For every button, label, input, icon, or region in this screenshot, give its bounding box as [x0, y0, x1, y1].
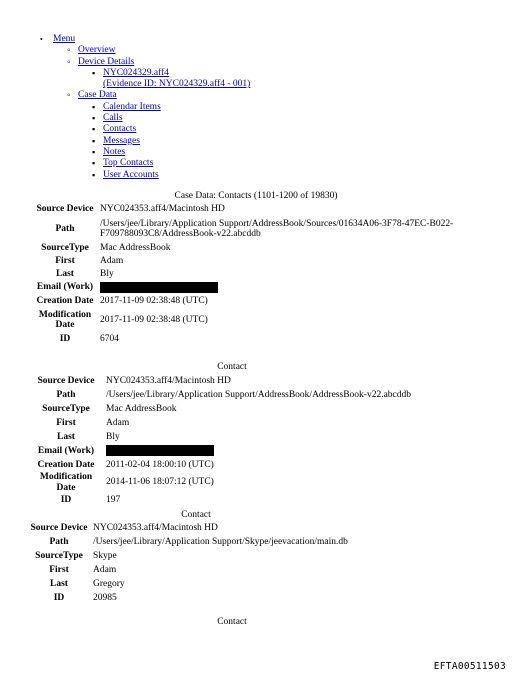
table-row — [28, 458, 413, 472]
field-value: Bly — [100, 269, 114, 280]
table-row — [28, 493, 413, 507]
case-data-item-link[interactable]: Calls — [103, 113, 123, 124]
bullet-square-icon — [92, 158, 95, 169]
table-row — [27, 563, 350, 577]
table-row — [32, 268, 492, 281]
section2-caption: Contact — [217, 362, 247, 372]
field-label: Last — [56, 269, 74, 280]
field-value: /Users/jee/Library/Application Support/Skype/jeevacation/main.db — [93, 536, 348, 547]
table-row — [27, 591, 350, 605]
redaction-bar — [106, 445, 214, 456]
contact-table-3 — [27, 521, 350, 605]
field-value: /Users/jee/Library/Application Support/AddressBook/Sources/01634A06-3F78-47EC-B022-F709788093C8/AddressBook-v22.abcddb — [100, 218, 454, 239]
field-value: 2017-11-09 02:38:48 (UTC) — [100, 295, 208, 306]
field-value: Skype — [93, 550, 117, 561]
table-row — [27, 535, 350, 549]
case-data-item-link[interactable]: Notes — [103, 146, 126, 157]
evidence-id-link[interactable]: (Evidence ID: NYC024329.aff4 - 001) — [103, 79, 251, 90]
device-file-link[interactable]: NYC024329.aff4 — [103, 67, 170, 78]
field-value: Adam — [106, 417, 130, 428]
field-label: First — [56, 417, 76, 428]
table-row — [27, 521, 350, 535]
case-data-item-link[interactable]: User Accounts — [103, 169, 159, 180]
redacted-value — [98, 281, 492, 294]
case-data-item-link[interactable]: Contacts — [103, 124, 137, 135]
contact-table-2 — [28, 374, 413, 507]
bullet-square-icon — [92, 113, 95, 124]
field-value: Mac AddressBook — [106, 403, 177, 414]
device-details-link[interactable]: Device Details — [78, 56, 135, 67]
field-value: 2011-02-04 18:00:10 (UTC) — [106, 459, 214, 470]
field-label: Source Device — [30, 522, 88, 533]
field-label: Modification Date — [38, 309, 92, 330]
field-label: SourceType — [35, 550, 83, 561]
table-row — [28, 444, 413, 458]
redaction-bar — [100, 282, 218, 293]
table-row — [32, 308, 492, 332]
table-row — [32, 281, 492, 294]
field-value: 6704 — [100, 333, 119, 344]
bullet-square-icon — [92, 102, 95, 113]
field-label: First — [49, 564, 69, 575]
table-row — [28, 472, 413, 493]
table-row — [32, 203, 492, 216]
field-value: 2017-11-09 02:38:48 (UTC) — [100, 314, 208, 325]
field-value: /Users/jee/Library/Application Support/AddressBook/AddressBook-v22.abcddb — [106, 389, 412, 400]
field-label: Source Device — [36, 204, 94, 215]
bullet-circle-icon — [67, 57, 71, 68]
table-row — [28, 374, 413, 388]
field-label: Creation Date — [37, 459, 95, 470]
bullet-circle-icon — [67, 45, 71, 56]
field-label: Path — [55, 223, 75, 234]
field-value: NYC024353.aff4/Macintosh HD — [106, 375, 231, 386]
field-label: ID — [53, 592, 65, 603]
overview-link[interactable]: Overview — [78, 45, 116, 56]
table-row — [32, 294, 492, 308]
table-row — [28, 388, 413, 402]
field-value: Adam — [93, 564, 117, 575]
field-label: ID — [59, 333, 71, 344]
field-label: Source Device — [37, 375, 95, 386]
field-label: Creation Date — [36, 295, 94, 306]
bullet-square-icon — [92, 124, 95, 135]
field-value: 2014-11-06 18:07:12 (UTC) — [106, 477, 214, 488]
bates-number: EFTA00511503 — [433, 661, 506, 672]
table-row — [27, 577, 350, 591]
field-label: ID — [60, 494, 72, 505]
case-data-item-link[interactable]: Top Contacts — [103, 158, 154, 169]
bullet-square-icon — [92, 68, 95, 79]
field-value: Adam — [100, 256, 124, 267]
field-label: Email (Work) — [37, 445, 95, 456]
field-value: 20985 — [93, 592, 117, 603]
field-value: NYC024353.aff4/Macintosh HD — [93, 522, 218, 533]
section3-caption: Contact — [181, 510, 211, 520]
menu-link[interactable]: Menu — [53, 34, 76, 44]
table-row — [28, 430, 413, 444]
bullet-square-icon — [92, 136, 95, 147]
contact-table-1 — [32, 203, 492, 346]
field-label: SourceType — [42, 403, 90, 414]
field-label: First — [55, 256, 75, 267]
case-data-link[interactable]: Case Data — [78, 90, 117, 101]
field-value: 197 — [106, 494, 121, 505]
bullet-square-icon — [92, 170, 95, 181]
case-data-item-link[interactable]: Messages — [103, 135, 140, 146]
field-value: NYC024353.aff4/Macintosh HD — [100, 204, 225, 215]
field-label: Modification Date — [39, 472, 93, 493]
table-row — [32, 255, 492, 268]
field-label: Last — [57, 431, 75, 442]
section4-caption: Contact — [217, 617, 247, 627]
table-row — [27, 549, 350, 563]
field-value: Mac AddressBook — [100, 243, 171, 254]
redacted-value — [104, 444, 413, 458]
field-label: Path — [49, 536, 69, 547]
table-row — [32, 332, 492, 346]
field-label: Last — [50, 578, 68, 589]
table-row — [28, 416, 413, 430]
field-label: Email (Work) — [36, 282, 94, 293]
table-row — [32, 216, 492, 242]
bullet-disc-icon — [40, 34, 43, 45]
field-value: Bly — [106, 431, 120, 442]
bullet-square-icon — [92, 147, 95, 158]
bullet-circle-icon — [67, 90, 71, 101]
field-value: Gregory — [93, 578, 125, 589]
table-row — [32, 242, 492, 255]
field-label: Path — [56, 389, 76, 400]
section1-caption: Case Data: Contacts (1101-1200 of 19830) — [174, 191, 338, 201]
field-label: SourceType — [41, 243, 89, 254]
table-row — [28, 402, 413, 416]
case-data-item-link[interactable]: Calendar Items — [103, 101, 161, 112]
